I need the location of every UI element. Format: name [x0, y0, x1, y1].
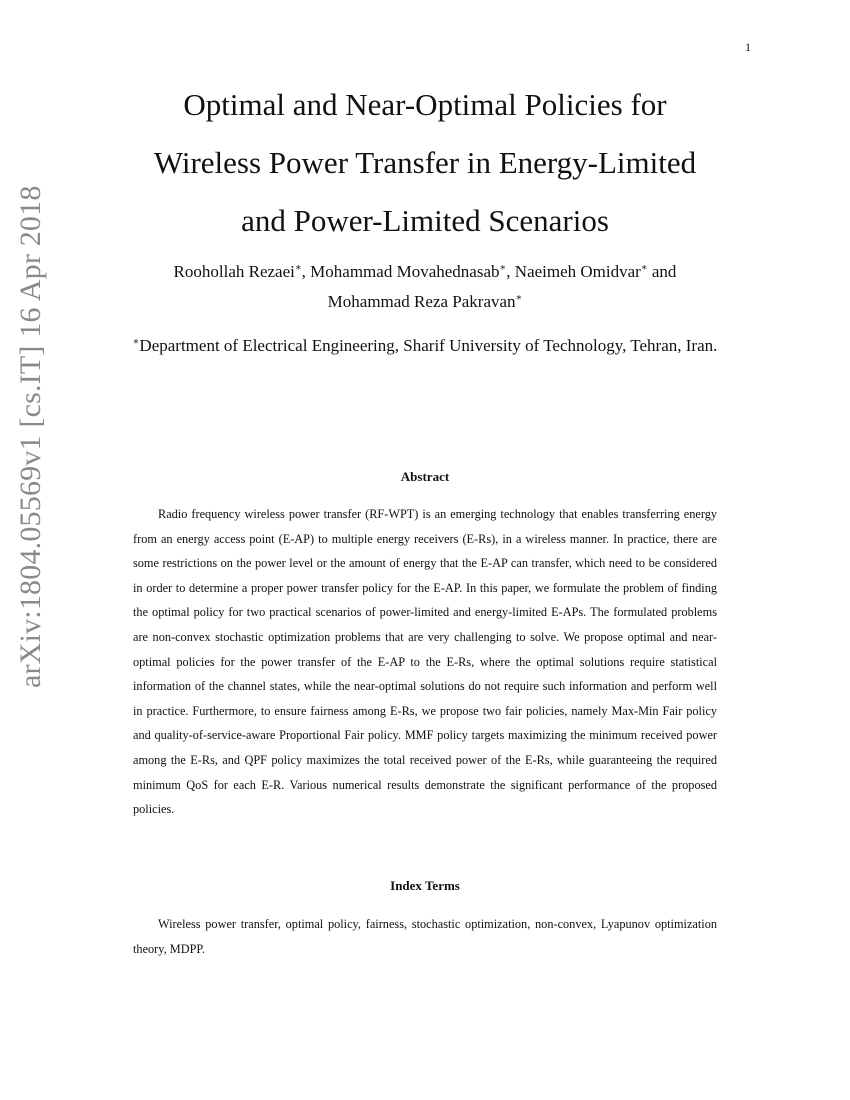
author-mark: ∗: [499, 262, 507, 274]
author-name: Mohammad Reza Pakravan: [327, 292, 516, 311]
author-separator: ,: [506, 262, 515, 281]
author-mark: ∗: [515, 292, 523, 304]
author-name: Roohollah Rezaei: [173, 262, 295, 281]
affiliation: [95, 328, 755, 364]
author-separator: ,: [301, 262, 311, 281]
author-mark: ∗: [640, 262, 648, 274]
affiliation-text: Department of Electrical Engineering, Sharif University of Technology, Tehran, Iran.: [139, 336, 718, 355]
author-name: Mohammad Movahednasab: [310, 262, 500, 281]
title-line: and Power-Limited Scenarios: [241, 203, 609, 238]
affiliation-mark: ∗: [132, 336, 140, 348]
author-list: [100, 257, 750, 317]
author-mark: ∗: [294, 262, 302, 274]
abstract-heading: Abstract: [400, 469, 450, 484]
author-line: [100, 287, 750, 317]
paper-title: [80, 76, 770, 250]
index-terms-text: Wireless power transfer, optimal policy, fairness, stochastic optimization, non-convex, Lyapunov optimization theory, MDPP.: [133, 917, 717, 956]
abstract-text: Radio frequency wireless power transfer (RF-WPT) is an emerging technology that enables transferring energy from an energy access point (E-AP) to multiple energy receivers (E-Rs), in a wireless manner. In practice, there are some restrictions on the power level or the amount of energy that the E-AP can transfer, which need to be considered in order to determine a proper power transfer policy for the E-AP. In this paper, we formulate the problem of finding the optimal policy for two practical scenarios of power-limited and energy-limited E-APs. The formulated problems are non-convex stochastic optimization problems that are very challenging to solve. We propose optimal and near-optimal policies for the power transfer of the E-AP to the E-Rs, where the optimal solutions require statistical information of the channel states, while the near-optimal solutions do not require such information and perform well in practice. Furthermore, to ensure fairness among E-Rs, we propose two fair policies, namely Max-Min Fair policy and quality-of-service-aware Proportional Fair policy. MMF policy targets maximizing the minimum received power among the E-Rs, and QPF policy maximizes the total received power of the E-Rs, while guaranteeing the required minimum QoS for each E-R. Various numerical results demonstrate the significant performance of the proposed policies.: [133, 507, 717, 817]
title-line: Optimal and Near-Optimal Policies for: [183, 87, 667, 122]
page-number: 1: [745, 40, 751, 54]
title-line: Wireless Power Transfer in Energy-Limited: [153, 145, 697, 180]
index-terms-heading: Index Terms: [390, 878, 460, 893]
author-line: [100, 257, 750, 287]
author-separator: and: [647, 262, 677, 281]
arxiv-stamp: arXiv:1804.05569v1 [cs.IT] 16 Apr 2018: [14, 185, 47, 688]
author-name: Naeimeh Omidvar: [514, 262, 641, 281]
